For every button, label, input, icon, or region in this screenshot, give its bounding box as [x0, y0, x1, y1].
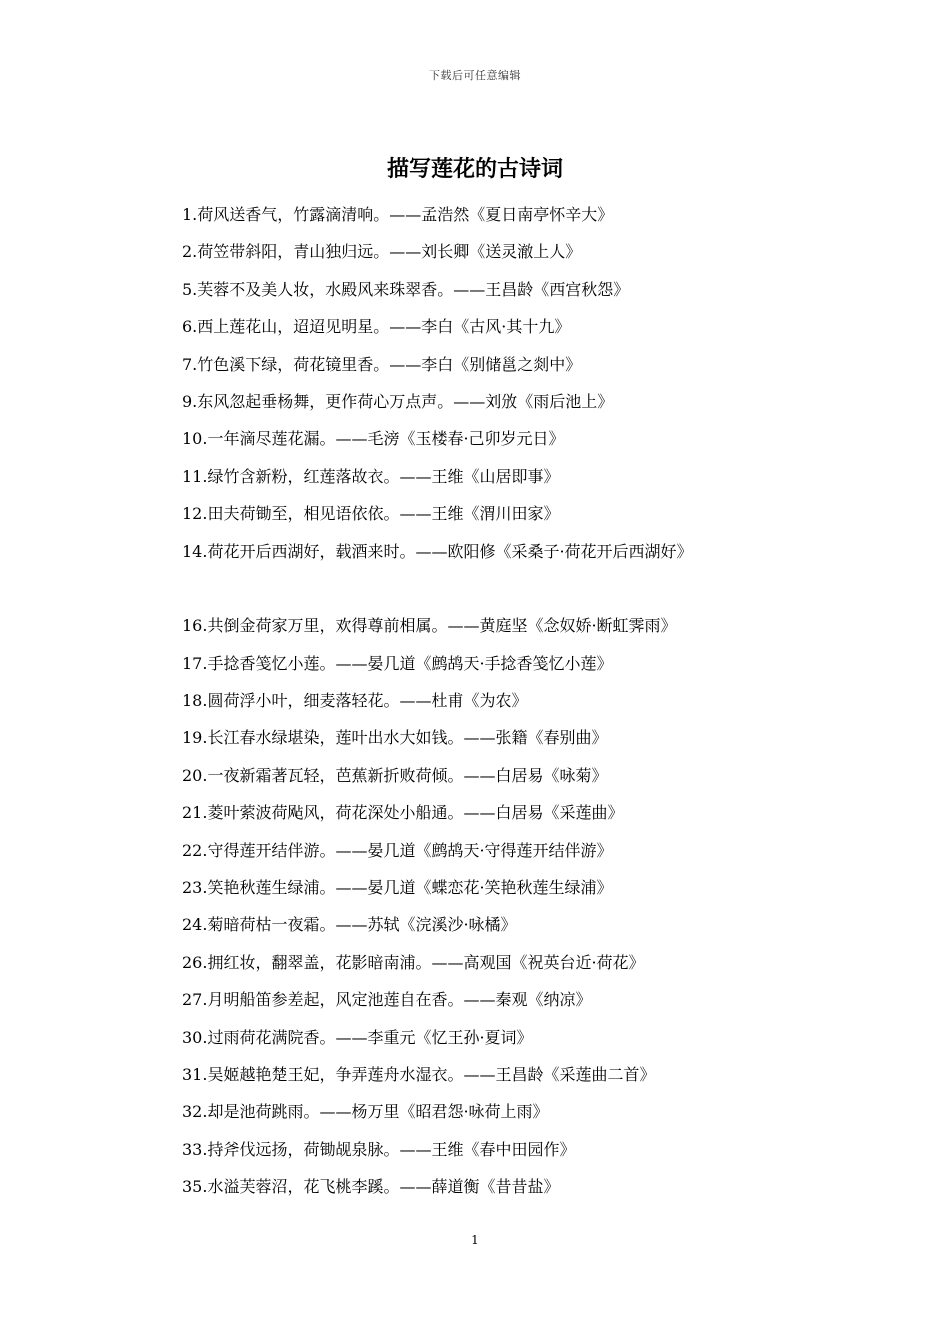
poem-line: 35.水溢芙蓉沼，花飞桃李蹊。——薛道衡《昔昔盐》	[182, 1177, 560, 1197]
poem-line: 19.长江春水绿堪染，莲叶出水大如钱。——张籍《春别曲》	[182, 728, 608, 748]
poem-line: 2.荷笠带斜阳，青山独归远。——刘长卿《送灵澈上人》	[182, 242, 582, 262]
poem-line: 6.西上莲花山，迢迢见明星。——李白《古风·其十九》	[182, 317, 571, 337]
document-title: 描写莲花的古诗词	[386, 157, 563, 182]
poem-line: 14.荷花开后西湖好，载酒来时。——欧阳修《采桑子·荷花开后西湖好》	[182, 541, 693, 561]
poem-line: 33.持斧伐远扬，荷锄觇泉脉。——王维《春中田园作》	[182, 1139, 576, 1159]
poem-line: 30.过雨荷花满院香。——李重元《忆王孙·夏词》	[182, 1027, 533, 1047]
poem-line: 22.守得莲开结伴游。——晏几道《鹧鸪天·守得莲开结伴游》	[182, 840, 613, 860]
poem-line: 11.绿竹含新粉，红莲落故衣。——王维《山居即事》	[182, 466, 560, 486]
page-header: 下载后可任意编辑	[429, 69, 521, 82]
poem-line: 23.笑艳秋莲生绿浦。——晏几道《蝶恋花·笑艳秋莲生绿浦》	[182, 878, 613, 898]
blank-line	[182, 570, 882, 607]
poem-line: 21.菱叶萦波荷飐风，荷花深处小船通。——白居易《采莲曲》	[182, 803, 624, 823]
poem-line: 1.荷风送香气，竹露滴清响。——孟浩然《夏日南亭怀辛大》	[182, 205, 614, 224]
poem-line: 26.拥红妆，翻翠盖，花影暗南浦。——高观国《祝英台近·荷花》	[182, 952, 645, 972]
poem-list	[182, 196, 882, 1206]
poem-line: 27.月明船笛参差起，风定池莲自在香。——秦观《纳凉》	[182, 990, 592, 1010]
poem-line: 12.田夫荷锄至，相见语依依。——王维《渭川田家》	[182, 504, 560, 524]
poem-line: 16.共倒金荷家万里，欢得尊前相属。——黄庭坚《念奴娇·断虹霁雨》	[182, 616, 677, 636]
poem-line: 5.芙蓉不及美人妆，水殿风来珠翠香。——王昌龄《西宫秋怨》	[182, 279, 630, 299]
poem-line: 20.一夜新霜著瓦轻，芭蕉新折败荷倾。——白居易《咏菊》	[182, 765, 608, 785]
page-number: 1	[471, 1233, 479, 1247]
poem-line: 18.圆荷浮小叶，细麦落轻花。——杜甫《为农》	[182, 691, 528, 711]
poem-line: 32.却是池荷跳雨。——杨万里《昭君怨·咏荷上雨》	[182, 1102, 549, 1122]
poem-line: 31.吴姬越艳楚王妃，争弄莲舟水湿衣。——王昌龄《采莲曲二首》	[182, 1064, 656, 1084]
poem-line: 17.手捻香笺忆小莲。——晏几道《鹧鸪天·手捻香笺忆小莲》	[182, 653, 613, 673]
poem-line: 24.菊暗荷枯一夜霜。——苏轼《浣溪沙·咏橘》	[182, 915, 517, 935]
poem-line: 9.东风忽起垂杨舞，更作荷心万点声。——刘攽《雨后池上》	[182, 391, 614, 411]
poem-line: 7.竹色溪下绿，荷花镜里香。——李白《别储邕之剡中》	[182, 354, 582, 374]
poem-line: 10.一年滴尽莲花漏。——毛滂《玉楼春·己卯岁元日》	[182, 429, 565, 449]
